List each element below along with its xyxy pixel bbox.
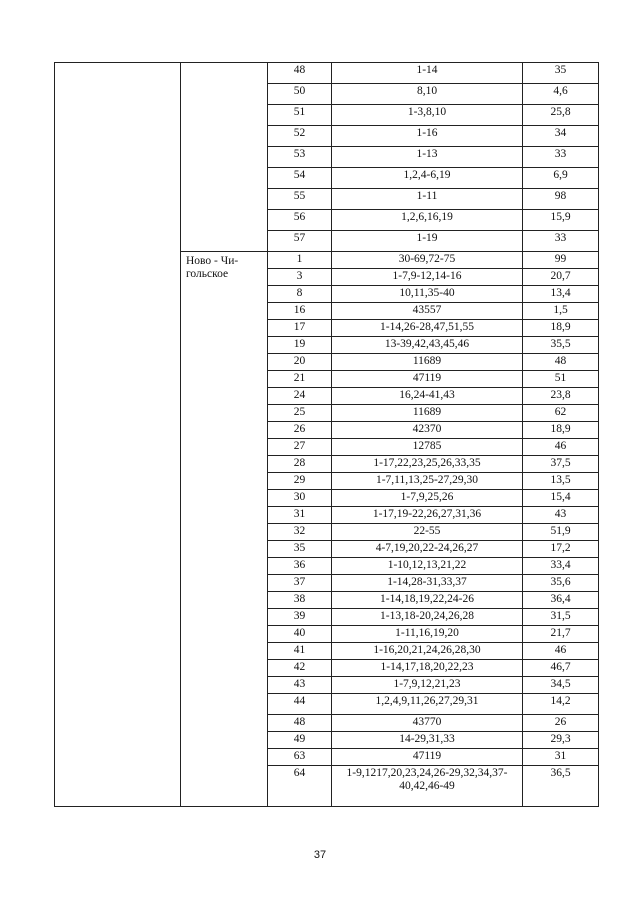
table-row: [55, 63, 599, 84]
block-number: 8: [268, 286, 332, 303]
section-numbers: 12785: [332, 439, 523, 456]
area-value: 46,7: [523, 660, 599, 677]
block-number: 51: [268, 105, 332, 126]
area-value: 35,5: [523, 337, 599, 354]
area-value: 18,9: [523, 320, 599, 337]
area-value: 18,9: [523, 422, 599, 439]
area-value: 51: [523, 371, 599, 388]
forestry-cell: [181, 63, 268, 252]
block-number: 39: [268, 609, 332, 626]
area-value: 35: [523, 63, 599, 84]
area-value: 34: [523, 126, 599, 147]
block-number: 30: [268, 490, 332, 507]
section-numbers: 16,24-41,43: [332, 388, 523, 405]
block-number: 42: [268, 660, 332, 677]
section-numbers: 1-13,18-20,24,26,28: [332, 609, 523, 626]
area-value: 17,2: [523, 541, 599, 558]
block-number: 53: [268, 147, 332, 168]
area-value: 46: [523, 439, 599, 456]
block-number: 44: [268, 694, 332, 715]
area-value: 62: [523, 405, 599, 422]
area-value: 15,9: [523, 210, 599, 231]
block-number: 49: [268, 732, 332, 749]
section-numbers: 11689: [332, 405, 523, 422]
area-value: 1,5: [523, 303, 599, 320]
section-numbers: 47119: [332, 749, 523, 766]
section-numbers: 1-16,20,21,24,26,28,30: [332, 643, 523, 660]
block-number: 1: [268, 252, 332, 269]
area-value: 31: [523, 749, 599, 766]
block-number: 36: [268, 558, 332, 575]
block-number: 54: [268, 168, 332, 189]
section-numbers: 13-39,42,43,45,46: [332, 337, 523, 354]
block-number: 56: [268, 210, 332, 231]
area-value: 35,6: [523, 575, 599, 592]
section-numbers: 8,10: [332, 84, 523, 105]
area-value: 26: [523, 715, 599, 732]
section-numbers: 1-14,28-31,33,37: [332, 575, 523, 592]
section-numbers: 1-16: [332, 126, 523, 147]
area-value: 25,8: [523, 105, 599, 126]
area-value: 13,5: [523, 473, 599, 490]
section-numbers: 1-11: [332, 189, 523, 210]
block-number: 48: [268, 715, 332, 732]
section-numbers: 1-14,18,19,22,24-26: [332, 592, 523, 609]
section-numbers: 22-55: [332, 524, 523, 541]
section-numbers: 1-14,17,18,20,22,23: [332, 660, 523, 677]
block-number: 50: [268, 84, 332, 105]
block-number: 17: [268, 320, 332, 337]
area-value: 6,9: [523, 168, 599, 189]
block-number: 35: [268, 541, 332, 558]
section-numbers: 1,2,6,16,19: [332, 210, 523, 231]
section-numbers: 1-14,26-28,47,51,55: [332, 320, 523, 337]
area-value: 36,4: [523, 592, 599, 609]
area-value: 33: [523, 231, 599, 252]
block-number: 32: [268, 524, 332, 541]
region-cell: [55, 63, 181, 807]
block-number: 25: [268, 405, 332, 422]
block-number: 48: [268, 63, 332, 84]
area-value: 37,5: [523, 456, 599, 473]
area-value: 99: [523, 252, 599, 269]
block-number: 64: [268, 766, 332, 807]
section-numbers: 43557: [332, 303, 523, 320]
section-numbers: 11689: [332, 354, 523, 371]
area-value: 51,9: [523, 524, 599, 541]
section-numbers: 1-7,9,12,21,23: [332, 677, 523, 694]
block-number: 40: [268, 626, 332, 643]
area-value: 31,5: [523, 609, 599, 626]
section-numbers: 1,2,4,9,11,26,27,29,31: [332, 694, 523, 715]
section-numbers: 1-3,8,10: [332, 105, 523, 126]
area-value: 46: [523, 643, 599, 660]
block-number: 43: [268, 677, 332, 694]
area-value: 33,4: [523, 558, 599, 575]
area-value: 15,4: [523, 490, 599, 507]
forestry-name: Ново - Чи-гольское: [181, 252, 268, 807]
block-number: 20: [268, 354, 332, 371]
section-numbers: 1,2,4-6,19: [332, 168, 523, 189]
area-value: 43: [523, 507, 599, 524]
section-numbers: 47119: [332, 371, 523, 388]
block-number: 63: [268, 749, 332, 766]
block-number: 52: [268, 126, 332, 147]
block-number: 38: [268, 592, 332, 609]
block-number: 37: [268, 575, 332, 592]
section-numbers: 14-29,31,33: [332, 732, 523, 749]
section-numbers: 1-10,12,13,21,22: [332, 558, 523, 575]
section-numbers: 1-9,1217,20,23,24,26-29,32,34,37-40,42,46-49: [332, 766, 523, 807]
area-value: 14,2: [523, 694, 599, 715]
section-numbers: 10,11,35-40: [332, 286, 523, 303]
section-numbers: 1-17,22,23,25,26,33,35: [332, 456, 523, 473]
section-numbers: 43770: [332, 715, 523, 732]
section-numbers: 1-7,11,13,25-27,29,30: [332, 473, 523, 490]
area-value: 48: [523, 354, 599, 371]
block-number: 29: [268, 473, 332, 490]
block-number: 31: [268, 507, 332, 524]
page-number: 37: [313, 849, 327, 861]
area-value: 98: [523, 189, 599, 210]
block-number: 26: [268, 422, 332, 439]
block-number: 24: [268, 388, 332, 405]
block-number: 55: [268, 189, 332, 210]
block-number: 21: [268, 371, 332, 388]
section-numbers: 1-13: [332, 147, 523, 168]
block-number: 16: [268, 303, 332, 320]
forest-allotment-table: [54, 62, 599, 807]
area-value: 13,4: [523, 286, 599, 303]
block-number: 3: [268, 269, 332, 286]
section-numbers: 4-7,19,20,22-24,26,27: [332, 541, 523, 558]
area-value: 34,5: [523, 677, 599, 694]
section-numbers: 1-14: [332, 63, 523, 84]
section-numbers: 42370: [332, 422, 523, 439]
section-numbers: 1-19: [332, 231, 523, 252]
block-number: 57: [268, 231, 332, 252]
section-numbers: 1-11,16,19,20: [332, 626, 523, 643]
block-number: 27: [268, 439, 332, 456]
block-number: 28: [268, 456, 332, 473]
section-numbers: 1-7,9,25,26: [332, 490, 523, 507]
area-value: 36,5: [523, 766, 599, 807]
block-number: 19: [268, 337, 332, 354]
section-numbers: 1-7,9-12,14-16: [332, 269, 523, 286]
area-value: 23,8: [523, 388, 599, 405]
section-numbers: 1-17,19-22,26,27,31,36: [332, 507, 523, 524]
area-value: 4,6: [523, 84, 599, 105]
area-value: 33: [523, 147, 599, 168]
area-value: 21,7: [523, 626, 599, 643]
area-value: 29,3: [523, 732, 599, 749]
block-number: 41: [268, 643, 332, 660]
section-numbers: 30-69,72-75: [332, 252, 523, 269]
area-value: 20,7: [523, 269, 599, 286]
